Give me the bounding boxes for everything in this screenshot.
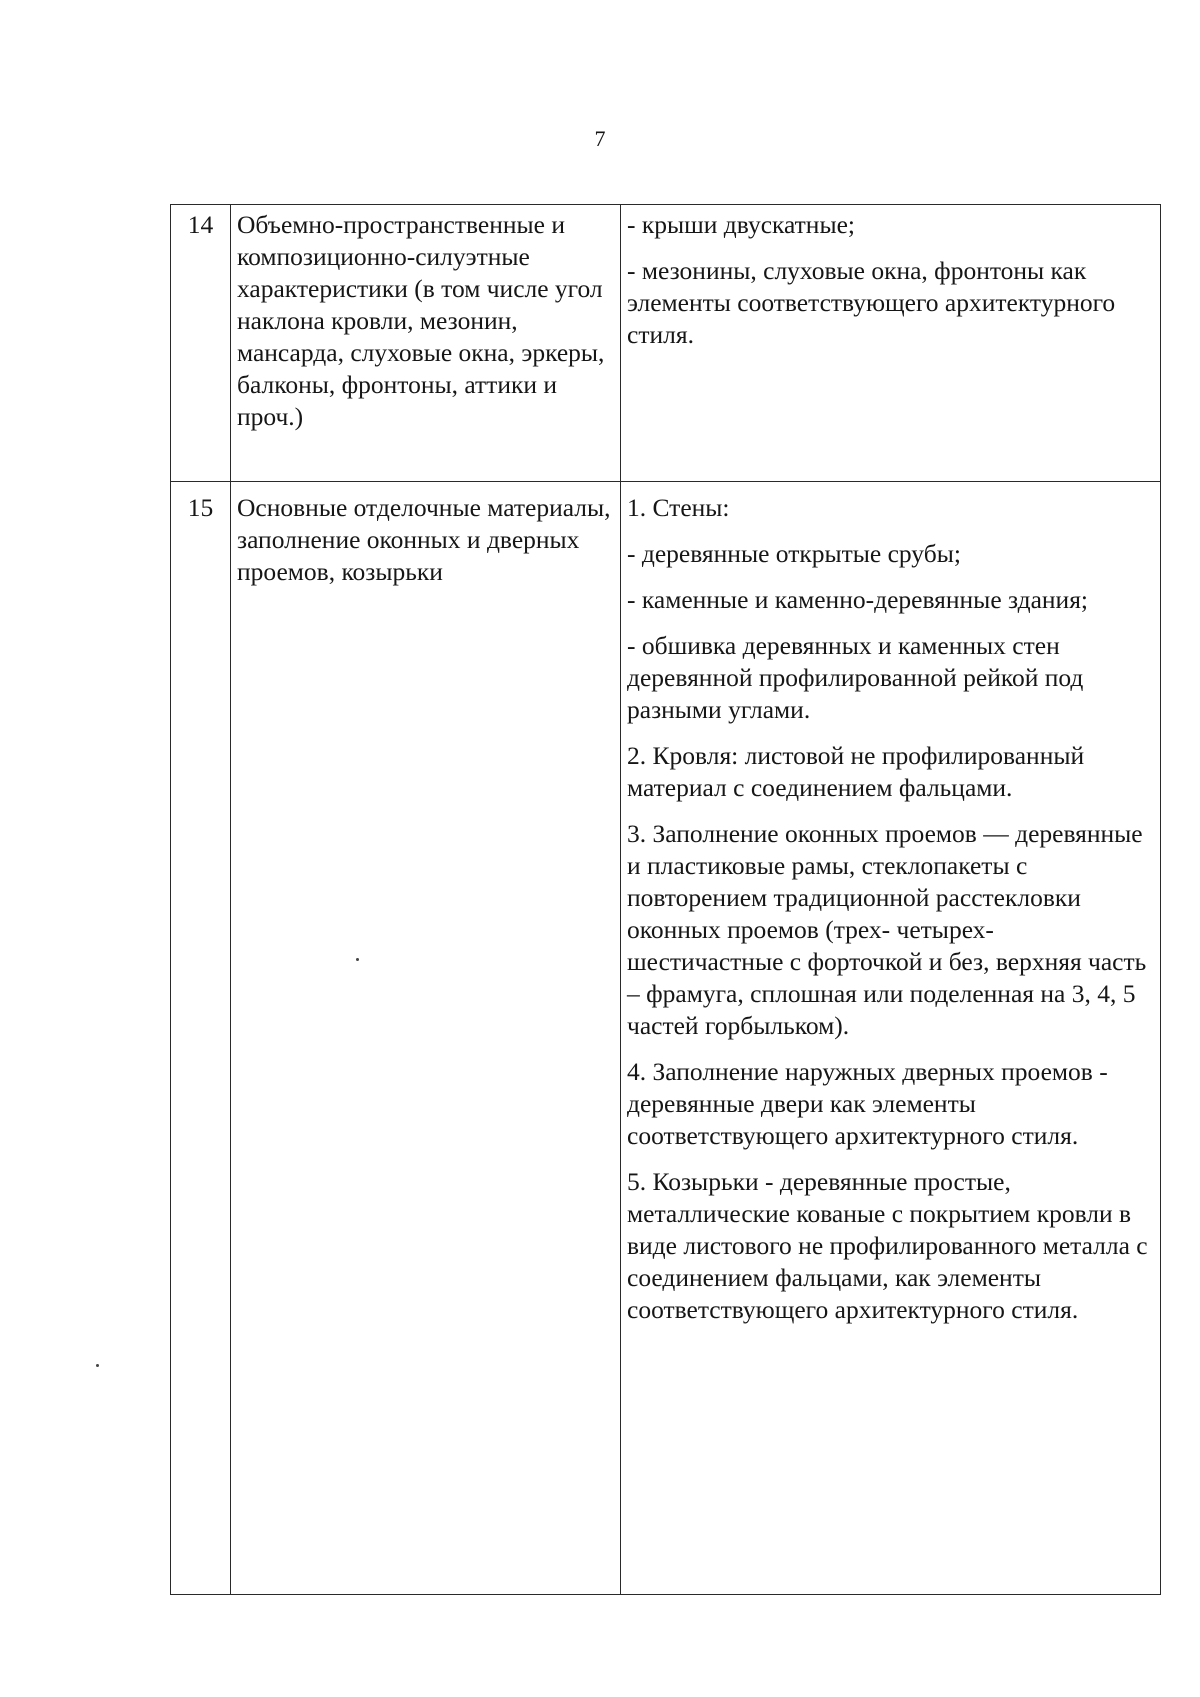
value-paragraph: 2. Кровля: листовой не профилированный материал с соединением фальцами. <box>627 741 1085 802</box>
value-paragraph: - мезонины, слуховые окна, фронтоны как элементы соответствующего архитектурного стиля. <box>627 256 1116 349</box>
parameter-name: Объемно-пространственные и композиционно-силуэтные характеристики (в том числе угол наклона кровли, мезонин, мансарда, слуховые окна, эркеры, балконы, фронтоны, аттики и проч.) <box>231 205 621 482</box>
parameter-value <box>621 482 1161 1595</box>
value-paragraph: - крыши двускатные; <box>627 210 855 239</box>
row-number: 14 <box>171 205 231 482</box>
parameter-name: Основные отделочные материалы, заполнение оконных и дверных проемов, козырьки <box>231 482 621 1595</box>
value-paragraph: - каменные и каменно-деревянные здания; <box>627 585 1089 614</box>
value-paragraph: - деревянные открытые срубы; <box>627 539 961 568</box>
value-paragraph: - обшивка деревянных и каменных стен деревянной профилированной рейкой под разными углами. <box>627 631 1084 724</box>
scan-speck <box>96 1364 99 1367</box>
table-row <box>171 205 1161 482</box>
requirements-table-wrapper <box>170 204 1160 1595</box>
row-number: 15 <box>171 482 231 1595</box>
table-row <box>171 482 1161 1595</box>
parameter-value <box>621 205 1161 482</box>
value-paragraph: 3. Заполнение оконных проемов — деревянные и пластиковые рамы, стеклопакеты с повторением традиционной расстекловки оконных проемов (трех- четырех- шестичастные с форточкой и без, верхняя часть – фрамуга, сплошная или поделенная на 3, 4, 5 частей горбыльком). <box>627 819 1147 1040</box>
value-paragraph: 5. Козырьки - деревянные простые, металлические кованые с покрытием кровли в виде листового не профилированного металла с соединением фальцами, как элементы соответствующего архитектурного стиля. <box>627 1167 1148 1324</box>
value-paragraph: 1. Стены: <box>627 493 730 522</box>
requirements-table <box>170 204 1161 1595</box>
scan-speck <box>356 958 359 961</box>
page-number: 7 <box>594 126 606 151</box>
value-paragraph: 4. Заполнение наружных дверных проемов - деревянные двери как элементы соответствующего архитектурного стиля. <box>627 1057 1108 1150</box>
